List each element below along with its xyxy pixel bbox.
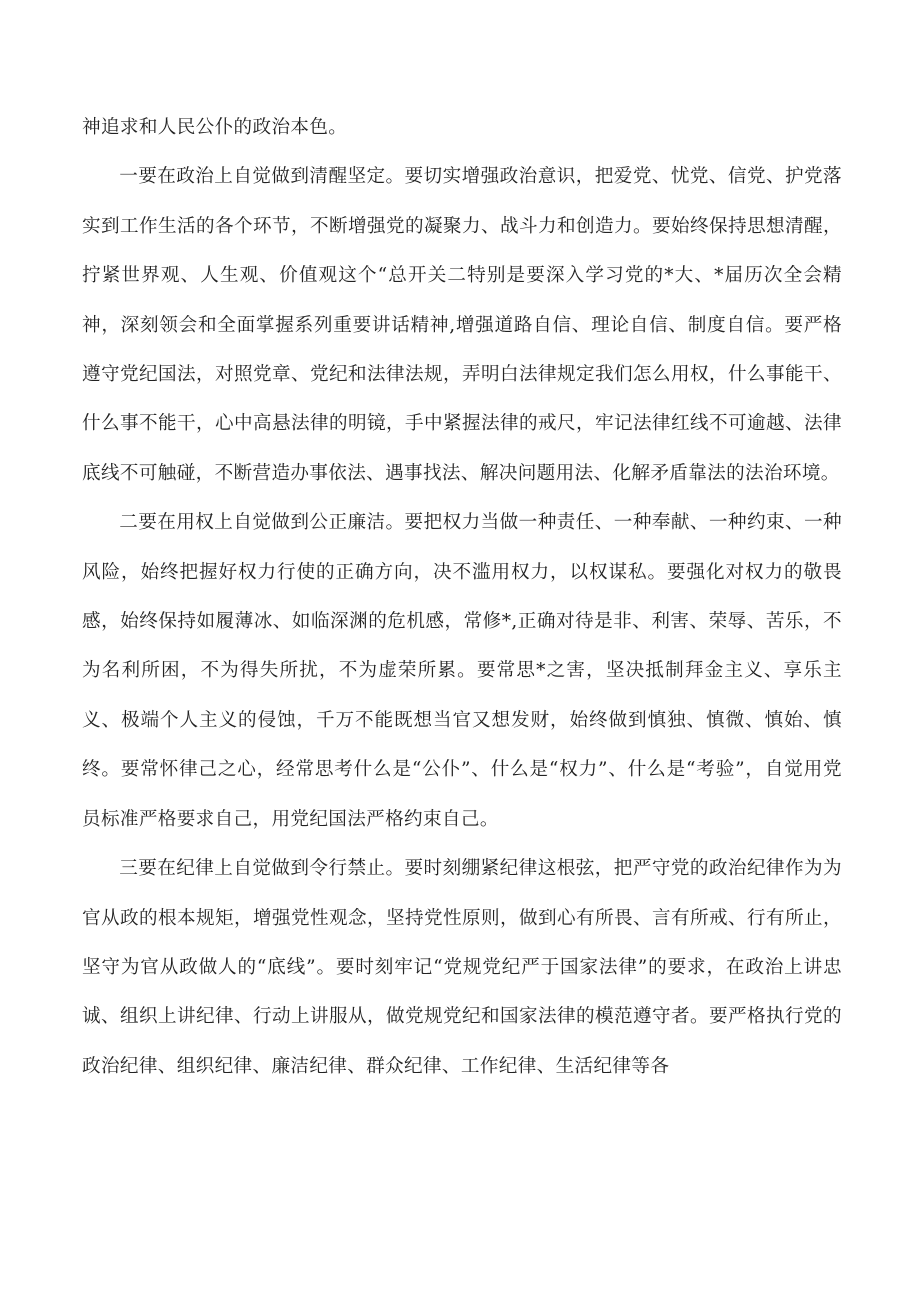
paragraph-continuation: 神追求和人民公仆的政治本色。	[82, 117, 348, 138]
document-body	[82, 103, 842, 1091]
paragraph-discipline: 三要在纪律上自觉做到令行禁止。要时刻绷紧纪律这根弦，把严守党的政治纪律作为为官从政的根本规矩，增强党性观念，坚持党性原则，做到心有所畏、言有所戒、行有所止，坚守为官从政做人的“底线”。要时刻牢记“党规党纪严于国家法律”的要求，在政治上讲忠诚、组织上讲纪律、行动上讲服从，做党规党纪和国家法律的模范遵守者。要严格执行党的政治纪律、组织纪律、廉洁纪律、群众纪律、工作纪律、生活纪律等各	[82, 858, 842, 1077]
paragraph-political-awareness: 一要在政治上自觉做到清醒坚定。要切实增强政治意识，把爱党、忧党、信党、护党落实到工作生活的各个环节，不断增强党的凝聚力、战斗力和创造力。要始终保持思想清醒，拧紧世界观、人生观、价值观这个“总开关二特别是要深入学习党的*大、*届历次全会精神，深刻领会和全面掌握系列重要讲话精神,增强道路自信、理论自信、制度自信。要严格遵守党纪国法，对照党章、党纪和法律法规，弄明白法律规定我们怎么用权，什么事能干、什么事不能干，心中高悬法律的明镜，手中紧握法律的戒尺，牢记法律红线不可逾越、法律底线不可触碰，不断营造办事依法、遇事找法、解决问题用法、化解矛盾靠法的法治环境。	[82, 166, 842, 484]
paragraph-power-use: 二要在用权上自觉做到公正廉洁。要把权力当做一种责任、一种奉献、一种约束、一种风险，始终把握好权力行使的正确方向，决不滥用权力，以权谋私。要强化对权力的敬畏感，始终保持如履薄冰、如临深渊的危机感，常修*,正确对待是非、利害、荣辱、苦乐，不为名利所困，不为得失所扰，不为虚荣所累。要常思*之害，坚决抵制拜金主义、享乐主义、极端个人主义的侵蚀，千万不能既想当官又想发财，始终做到慎独、慎微、慎始、慎终。要常怀律己之心，经常思考什么是“公仆”、什么是“权力”、什么是“考验”，自觉用党员标准严格要求自己，用党纪国法严格约束自己。	[82, 512, 842, 830]
